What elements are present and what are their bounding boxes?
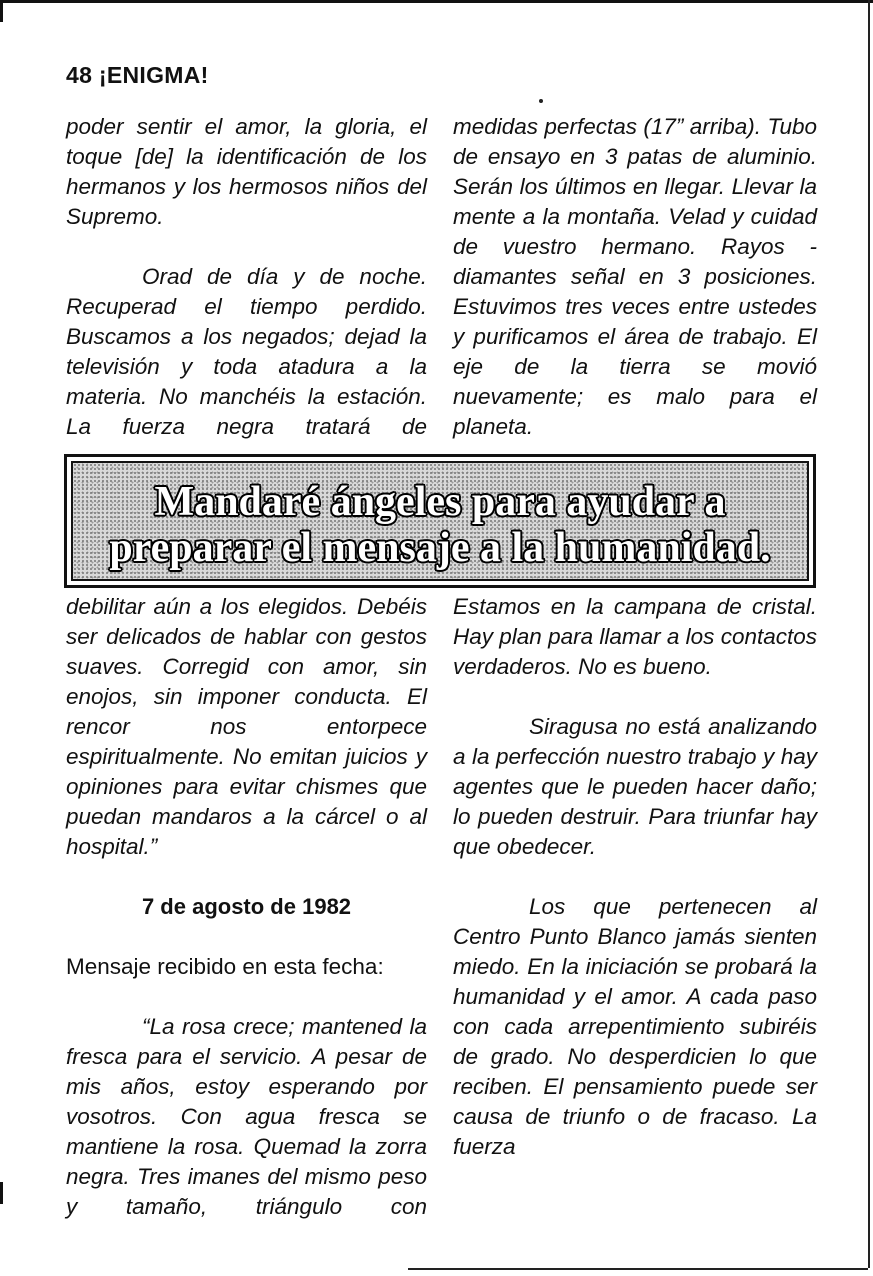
page-top-border: [0, 0, 873, 3]
paragraph: debilitar aún a los elegidos. Debéis ser delicados de hablar con gestos suaves. Corregid con amor, sin enojos, sin imponer conducta. El rencor nos entorpece espiritualmente. No emitan juicios y opiniones para evitar chismes que puedan mandaros a la cárcel o al hospital.”: [66, 594, 427, 859]
paragraph: medidas perfectas (17” arriba). Tubo de ensayo en 3 patas de aluminio. Serán los últimos en llegar. Llevar la mente a la montaña. Velad y cuidad de vuestro hermano. Rayos - diamantes señal en 3 posiciones. Estuvimos tres veces entre ustedes y purificamos el área de trabajo. El eje de la tierra se movió nuevamente; es malo para el planeta.: [453, 114, 817, 439]
right-column-top: [453, 112, 817, 442]
page-right-border: [868, 0, 870, 1268]
pull-quote-line: preparar el mensaje a la humanidad.: [109, 525, 771, 571]
paragraph: Orad de día y de noche. Recuperad el tiempo perdido. Buscamos a los negados; dejad la televisión y toda atadura a la materia. No manchéis la estación. La fuerza negra tratará de: [66, 264, 427, 439]
paragraph: Estamos en la campana de cristal. Hay plan para llamar a los contactos verdaderos. No es bueno.: [453, 594, 817, 679]
scan-edge-mark: [0, 0, 3, 22]
paragraph: poder sentir el amor, la gloria, el toque [de] la identificación de los hermanos y los hermosos niños del Supremo.: [66, 114, 427, 229]
left-column-top: [66, 112, 427, 442]
pull-quote-text: [67, 479, 813, 571]
pull-quote-line: Mandaré ángeles para ayudar a: [154, 479, 726, 525]
page-bottom-border: [408, 1268, 868, 1270]
right-column-bottom: [453, 592, 817, 1162]
pull-quote-box: [64, 454, 816, 588]
paragraph: Siragusa no está analizando a la perfección nuestro trabajo y hay agentes que le pueden hacer daño; lo pueden destruir. Para triunfar hay que obedecer.: [453, 714, 817, 859]
left-column-bottom: [66, 592, 427, 1222]
message-intro: Mensaje recibido en esta fecha:: [66, 954, 384, 979]
paragraph: “La rosa crece; mantened la fresca para el servicio. A pesar de mis años, estoy esperando por vosotros. Con agua fresca se mantiene la rosa. Quemad la zorra negra. Tres imanes del mismo peso y tamaño, triángulo con: [66, 1014, 427, 1219]
date-heading: 7 de agosto de 1982: [141, 894, 352, 919]
scan-edge-mark: [0, 1182, 3, 1204]
paragraph: Los que pertenecen al Centro Punto Blanco jamás sienten miedo. En la iniciación se probará la humanidad y el amor. A cada paso con cada arrepentimiento subiréis de grado. No desperdicien lo que reciben. El pensamiento puede ser causa de triunfo o de fracaso. La fuerza: [453, 894, 817, 1159]
scan-speck: [539, 99, 543, 103]
page-header: 48 ¡ENIGMA!: [66, 62, 209, 88]
